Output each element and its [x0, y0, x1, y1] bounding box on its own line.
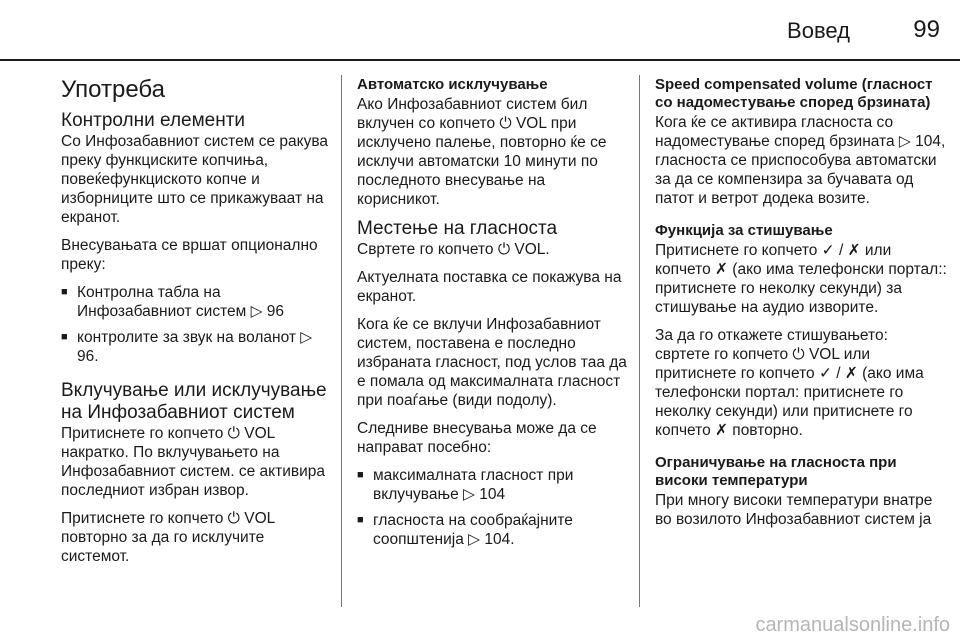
paragraph: Свртете го копчето ⏻ VOL. — [357, 241, 550, 258]
subsection-heading: Автоматско исклучување — [357, 76, 548, 93]
paragraph: Актуелната поставка се покажува на екранот. — [357, 269, 622, 305]
paragraph: Со Инфозабавниот систем се ракува преку функциските копчиња, повеќефункциското копче и изборниците што се прикажуваат на екранот. — [61, 133, 328, 226]
subsection-heading: Ограничување на гласноста при високи температури — [655, 454, 897, 489]
page-number: 99 — [913, 16, 940, 43]
paragraph: Внесувањата се вршат опционално преку: — [61, 237, 318, 273]
list-item: ■ контролите за звук на воланот ▷ 96. — [61, 328, 333, 366]
paragraph: Следниве внесувања може да се направат посебно: — [357, 420, 597, 456]
paragraph: При многу високи температури внатре во возилото Инфозабавниот систем ја — [655, 492, 933, 528]
paragraph: Притиснете го копчето ✓ / ✗ или копчето ✗ (ако има телефонски портал:: притиснете го неколку секунди) за стишување на аудио изворите. — [655, 242, 947, 316]
subsection-heading: Speed compensated volume (гласност со надоместување според брзината) — [655, 76, 933, 111]
column-2 — [357, 76, 629, 558]
paragraph: Притиснете го копчето ⏻ VOL повторно за да го исклучите системот. — [61, 510, 275, 565]
list-item: ■ максималната гласност при вклучување ▷ 104 — [357, 466, 629, 504]
header-rule — [0, 59, 960, 61]
column-1 — [61, 76, 333, 575]
section-heading: Местење на гласноста — [357, 218, 558, 239]
paragraph: За да го откажете стишувањето: свртете го копчето ⏻ VOL или притиснете го копчето ✓ / ✗ (ако има телефонски портал: притиснете го неколку секунди) или притиснете го копчето ✗ повторно. — [655, 327, 924, 439]
subsection-heading: Функција за стишување — [655, 222, 833, 239]
section-title: Вовед — [787, 18, 850, 43]
bullet-list — [357, 466, 629, 549]
paragraph: Притиснете го копчето ⏻ VOL накратко. По вклучувањето на Инфозабавниот систем. се активира последниот избран извор. — [61, 425, 326, 499]
watermark: carmanualsonline.info — [755, 614, 950, 636]
paragraph: Кога ќе се активира гласноста со надоместување според брзината ▷ 104, гласноста се приспособува автоматски за да се компензира за бучавата од патот и ветрот додека возите. — [655, 114, 946, 207]
list-item: ■ гласноста на сообраќајните соопштенија ▷ 104. — [357, 511, 629, 549]
column-divider — [341, 75, 342, 607]
bullet-list — [61, 283, 333, 366]
paragraph: Кога ќе се вклучи Инфозабавниот систем, поставена е последно избраната гласност, под услов таа да е помала од максималната гласност при поаѓање (види подолу). — [357, 316, 627, 409]
section-heading: Вклучување или исклучување на Инфозабавниот систем — [61, 380, 327, 423]
list-item: ■ Контролна табла на Инфозабавниот систем ▷ 96 — [61, 283, 333, 321]
page-heading: Употреба — [61, 76, 165, 103]
column-3 — [655, 76, 947, 538]
section-heading: Контролни елементи — [61, 110, 246, 131]
column-divider — [639, 75, 640, 607]
paragraph: Ако Инфозабавниот систем бил вклучен со копчето ⏻ VOL при исклучено палење, повторно ќе се исклучи автоматски 10 минути по последното внесување на корисникот. — [357, 96, 607, 208]
